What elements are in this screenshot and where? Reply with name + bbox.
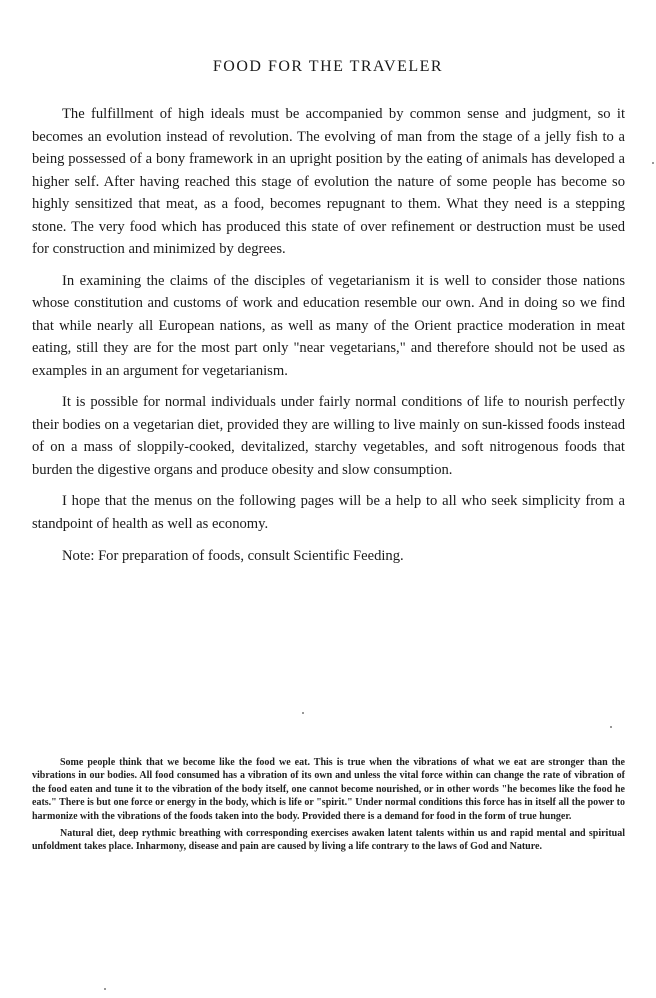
page-title: FOOD FOR THE TRAVELER bbox=[212, 58, 444, 75]
paper-speck bbox=[302, 712, 304, 714]
preparation-note: Note: For preparation of foods, consult Scientific Feeding. bbox=[62, 548, 404, 564]
paragraph-4: I hope that the menus on the following pages will be a help to all who seek simplicity from a standpoint of health as well as economy. bbox=[32, 493, 625, 532]
paragraph-1: The fulfillment of high ideals must be accompanied by common sense and judgment, so it becomes an evolution instead of revolution. The evolving of man from the stage of a jelly fish to a being possessed of a bony framework in an upright position by the eating of animals has developed a higher self. After having reached this stage of evolution the nature of some people has become so highly sensitized that meat, as a food, becomes repugnant to them. What they need is a stepping stone. The very food which has produced this state of over refinement or destruction must be used for construction and minimized by degrees. bbox=[32, 106, 625, 257]
footnote-block bbox=[32, 756, 625, 858]
paper-speck bbox=[104, 988, 106, 990]
paragraph-2: In examining the claims of the disciples of vegetarianism it is well to consider those nations whose constitution and customs of work and education resemble our own. And in doing so we find that while nearly all European nations, as well as many of the Orient practice moderation in meat eating, still they are for the most part only "near vegetarians," and therefore should not be used as examples in an argument for vegetarianism. bbox=[32, 272, 625, 379]
paragraph-3: It is possible for normal individuals under fairly normal conditions of life to nourish perfectly their bodies on a vegetarian diet, provided they are willing to live mainly on sun-kissed foods instead of on a mass of sloppily-cooked, devitalized, starchy vegetables, and soft nitrogenous foods that burden the digestive organs and produce obesity and slow consumption. bbox=[32, 394, 625, 478]
paper-speck bbox=[610, 726, 612, 728]
footnote-2: Natural diet, deep rythmic breathing with corresponding exercises awaken latent talents within us and rapid mental and spiritual unfoldment takes place. Inharmony, disease and pain are caused by living a life contrary to the laws of God and Nature. bbox=[32, 828, 625, 853]
main-text bbox=[32, 103, 625, 568]
paper-speck bbox=[652, 162, 654, 164]
footnote-1: Some people think that we become like the food we eat. This is true when the vibrations of what we eat are stronger than the vibrations in our bodies. All food consumed has a vibration of its own and unless the vital force within can change the rate of vibration of the food eaten and tune it to the vibration of the body itself, one cannot become nourished, or in other words "he becomes like the food he eats." There is but one force or energy in the body, which is life or "spirit." Under normal conditions this force has in itself all the power to harmonize with the vibrations of the foods taken into the body. Provided there is a demand for food in the form of true hunger. bbox=[32, 757, 625, 822]
